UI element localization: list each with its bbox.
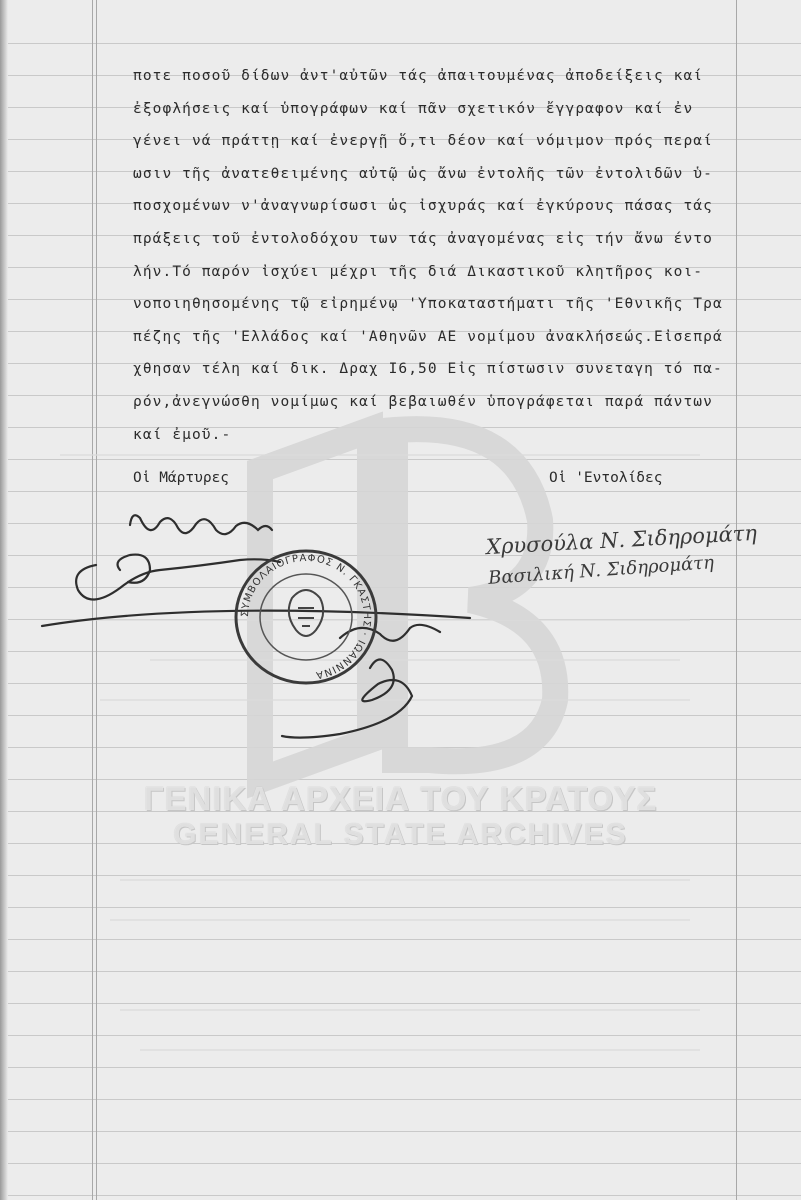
body-line: πέζης τῆς 'Ελλάδος καί 'Αθηνῶν ΑΕ νομίμου ἀνακλήσεώς.Εἰσεπρά <box>133 328 723 345</box>
body-line: πράξεις τοῦ ἐντολοδόχου των τάς ἀναγομένας εἰς τήν ἄνω έντο <box>133 230 713 247</box>
witness-signature-1 <box>130 515 272 534</box>
principal-signature-1: Χρυσούλα Ν. Σιδηρομάτη <box>485 520 758 560</box>
principal-signature-2: Βασιλική Ν. Σιδηρομάτη <box>487 552 715 589</box>
stamp-ring-text: ΣΥΜΒΟΛΑΙΟΓΡΑΦΟΣ Ν. ΓΚΑΣΤΗΣ · ΙΩΑΝΝΙΝΑ <box>239 552 373 681</box>
body-line: καί ἐμοῦ.- <box>133 426 232 443</box>
body-line: νοποιηθησομένης τῷ εἰρημένῳ 'Υποκαταστήματι τῆς 'Εθνικῆς Τρα <box>133 296 723 313</box>
body-line: ρόν,ἀνεγνώσθη νομίμως καί βεβαιωθέν ὑπογράφεται παρά πάντων <box>133 393 713 410</box>
witnesses-label: Οἱ Μάρτυρες <box>133 470 230 486</box>
document-body <box>133 60 753 451</box>
archive-watermark-greek: ΓΕΝΙΚΑ ΑΡΧΕΙΑ ΤΟΥ ΚΡΑΤΟΥΣ <box>143 780 658 817</box>
archive-watermark-english: GENERAL STATE ARCHIVES <box>173 818 628 851</box>
body-line: γένει νά πράττῃ καί ἐνεργῇ ὅ,τι δέον καί νόμιμον πρός περαί <box>133 133 713 150</box>
body-line: ποτε ποσοῦ δίδων ἀντ'αὐτῶν τάς ἀπαιτουμένας ἀποδείξεις καί <box>133 68 704 84</box>
principals-label: Οἱ 'Εντολίδες <box>549 470 663 486</box>
body-line: ωσιν τῆς ἀνατεθειμένης αὐτῷ ὡς ἄνω ἐντολῆς τῶν ἐντολιδῶν ὑ- <box>133 165 713 182</box>
body-line: ποσχομένων ν'ἀναγνωρίσωσι ὡς ἰσχυράς καί ἐγκύρους πάσας τάς <box>133 198 713 215</box>
notary-stamp <box>232 548 380 686</box>
body-line: ἐξοφλήσεις καί ὑπογράφων καί πᾶν σχετικόν ἔγγραφον καί ἐν <box>133 100 694 117</box>
signature-labels <box>0 470 801 500</box>
body-line: λήν.Τό παρόν ἰσχύει μέχρι τῆς διά Δικαστικοῦ κλητῆρος κοι- <box>133 263 704 280</box>
body-line: χθησαν τέλη καί δικ. Δραχ Ι6,50 Εἰς πίστωσιν συνεταγη τό πα- <box>133 361 723 378</box>
